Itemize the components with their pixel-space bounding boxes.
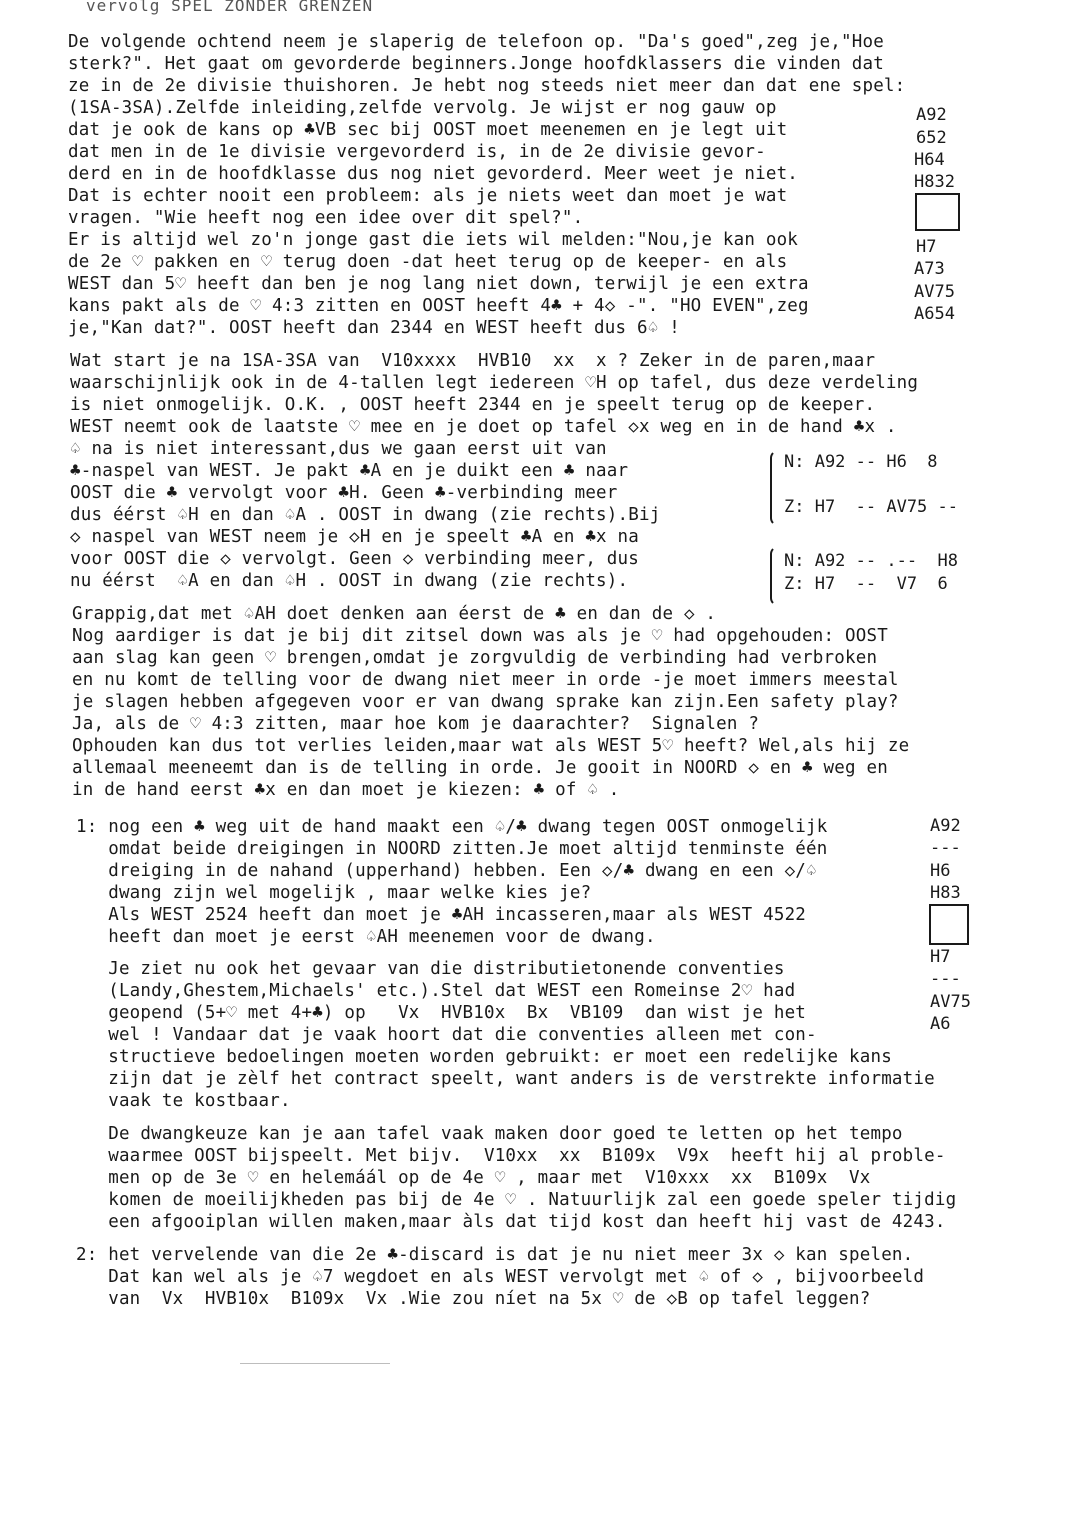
text-line: ze in de 2e divisie thuishoren. Je hebt nog steeds niet meer dan dat ene spel:	[68, 76, 906, 96]
text-line: 1: nog een ♣ weg uit de hand maakt een ♤/♣ dwang tegen OOST onmogelijk	[76, 817, 828, 837]
south-diamonds-2: AV75	[930, 992, 971, 1012]
text-line: ♤ na is niet interessant,dus we gaan eerst uit van	[70, 439, 607, 459]
text-line: Dat is echter nooit een probleem: als je niets weet dan moet je wat	[68, 186, 788, 206]
text-line: Wat start je na 1SA-3SA van V10xxxx HVB10 xx x ? Zeker in de paren,maar	[70, 351, 876, 371]
brace-2	[770, 546, 778, 606]
text-line: (Landy,Ghestem,Michaels' etc.).Stel dat WEST een Romeinse 2♡ had	[76, 981, 796, 1001]
text-line: vragen. "Wie heeft nog een idee over dit spel?".	[68, 208, 584, 228]
text-line: structieve bedoelingen moeten worden gebruikt: er moet een redelijke kans	[76, 1047, 892, 1067]
text-line: dreiging in de nahand (upperhand) hebben. Een ◇/♣ dwang en een ◇/♤	[76, 861, 817, 881]
ending-1-north: N: A92 -- H6 8	[784, 452, 938, 472]
text-line: Grappig,dat met ♤AH doet denken aan éerst de ♣ en dan de ◇ .	[72, 604, 717, 624]
text-line: OOST die ♣ vervolgt voor ♣H. Geen ♣-verbinding meer	[70, 483, 618, 503]
text-line: sterk?". Het gaat om gevorderde beginners.Jonge hoofdklassers die vinden dat	[68, 54, 884, 74]
ending-2-south: Z: H7 -- V7 6	[784, 574, 948, 594]
text-line: kans pakt als de ♡ 4:3 zitten en OOST heeft 4♣ + 4◇ -". "HO EVEN",zeg	[68, 296, 809, 316]
text-line: voor OOST die ◇ vervolgt. Geen ◇ verbinding meer, dus	[70, 549, 640, 569]
brace-1	[770, 450, 778, 526]
text-line: Ophouden kan dus tot verlies leiden,maar wat als WEST 5♡ heeft? Wel,als hij ze	[72, 736, 910, 756]
text-line: en nu komt de telling voor de dwang niet meer in orde -je moet immers meestal	[72, 670, 899, 690]
table-box-2	[929, 904, 969, 945]
text-line: dus éérst ♤H en dan ♤A . OOST in dwang (zie rechts).Bij	[70, 505, 661, 525]
south-clubs: A654	[914, 304, 955, 324]
south-hearts-2: ---	[930, 969, 961, 989]
text-line: wel ! Vandaar dat je vaak hoort dat die conventies alleen met con-	[76, 1025, 817, 1045]
text-line: Dat kan wel als je ♤7 wegdoet en als WEST vervolgt met ♤ of ◇ , bijvoorbeeld	[76, 1267, 925, 1287]
bottom-smudge	[240, 1363, 390, 1364]
text-line: je,"Kan dat?". OOST heeft dan 2344 en WEST heeft dus 6♤ !	[68, 318, 680, 338]
text-line: Als WEST 2524 heeft dan moet je ♣AH incasseren,maar als WEST 4522	[76, 905, 807, 925]
north-hearts-2: ---	[930, 838, 961, 858]
text-line: van Vx HVB10x B109x Vx .Wie zou níet na 5x ♡ de ◇B op tafel leggen?	[76, 1289, 871, 1309]
north-spades: A92	[916, 105, 947, 125]
text-line: Er is altijd wel zo'n jonge gast die iets wil melden:"Nou,je kan ook	[68, 230, 799, 250]
ending-1-south: Z: H7 -- AV75 --	[784, 497, 958, 517]
text-line: 2: het vervelende van die 2e ♣-discard is dat je nu niet meer 3x ◇ kan spelen.	[76, 1245, 914, 1265]
text-line: ◇ naspel van WEST neem je ◇H en je speelt ♣A en ♣x na	[70, 527, 640, 547]
text-line: nu éérst ♤A en dan ♤H . OOST in dwang (zie rechts).	[70, 571, 629, 591]
text-line: je slagen hebben afgegeven voor er van dwang sprake kan zijn.Een safety play?	[72, 692, 899, 712]
text-line: waarmee OOST bijspeelt. Met bijv. V10xx xx B109x V9x heeft hij al proble-	[76, 1146, 946, 1166]
text-line: derd en in de hoofdklasse dus nog niet gevorderd. Meer weet je niet.	[68, 164, 799, 184]
text-line: is niet onmogelijk. O.K. , OOST heeft 2344 en je speelt terug op de keeper.	[70, 395, 876, 415]
text-line: Nog aardiger is dat je bij dit zitsel down was als je ♡ had opgehouden: OOST	[72, 626, 888, 646]
north-clubs-2: H83	[930, 883, 961, 903]
text-line: dwang zijn wel mogelijk , maar welke kies je?	[76, 883, 592, 903]
table-box	[915, 193, 960, 231]
text-line: de 2e ♡ pakken en ♡ terug doen -dat heet terug op de keeper- en als	[68, 252, 788, 272]
text-line: men op de 3e ♡ en helemáál op de 4e ♡ , maar met V10xxx xx B109x Vx	[76, 1168, 871, 1188]
text-line: ♣-naspel van WEST. Je pakt ♣A en je duikt een ♣ naar	[70, 461, 629, 481]
text-line: De volgende ochtend neem je slaperig de telefoon op. "Da's goed",zeg je,"Hoe	[68, 32, 884, 52]
text-line: aan slag kan geen ♡ brengen,omdat je zorgvuldig de verbinding had verbroken	[72, 648, 878, 668]
text-line: een afgooiplan willen maken,maar àls dat tijd kost dan heeft hij vast de 4243.	[76, 1212, 946, 1232]
text-line: waarschijnlijk ook in de 4-tallen legt iedereen ♡H op tafel, dus deze verdeling	[70, 373, 919, 393]
north-spades-2: A92	[930, 816, 961, 836]
north-diamonds-2: H6	[930, 861, 951, 881]
south-diamonds: AV75	[914, 282, 955, 302]
south-spades: H7	[916, 237, 937, 257]
text-line: Ja, als de ♡ 4:3 zitten, maar hoe kom je daarachter? Signalen ?	[72, 714, 760, 734]
text-line: in de hand eerst ♣x en dan moet je kiezen: ♣ of ♤ .	[72, 780, 620, 800]
south-spades-2: H7	[930, 947, 951, 967]
text-line: De dwangkeuze kan je aan tafel vaak maken door goed te letten op het tempo	[76, 1124, 903, 1144]
text-line: heeft dan moet je eerst ♤AH meenemen voor de dwang.	[76, 927, 656, 947]
text-line: WEST neemt ook de laatste ♡ mee en je doet op tafel ◇x weg en in de hand ♣x .	[70, 417, 897, 437]
text-line: vaak te kostbaar.	[76, 1091, 291, 1111]
text-line: zijn dat je zèlf het contract speelt, want anders is de verstrekte informatie	[76, 1069, 935, 1089]
text-line: Je ziet nu ook het gevaar van die distributietonende conventies	[76, 959, 785, 979]
text-line: allemaal meeneemt dan is de telling in orde. Je gooit in NOORD ◇ en ♣ weg en	[72, 758, 888, 778]
ending-2-north: N: A92 -- .-- H8	[784, 551, 958, 571]
north-clubs: H832	[914, 172, 955, 192]
north-diamonds: H64	[914, 150, 945, 170]
south-hearts: A73	[914, 259, 945, 279]
page-header-cut: vervolg SPEL ZONDER GRENZEN	[86, 0, 374, 15]
text-line: omdat beide dreigingen in NOORD zitten.Je moet altijd tenminste één	[76, 839, 828, 859]
text-line: dat men in de 1e divisie vergevorderd is, in de 2e divisie gevor-	[68, 142, 766, 162]
text-line: geopend (5+♡ met 4+♣) op Vx HVB10x Bx VB109 dan wist je het	[76, 1003, 807, 1023]
north-hearts: 652	[916, 128, 947, 148]
text-line: (1SA-3SA).Zelfde inleiding,zelfde vervolg. Je wijst er nog gauw op	[68, 98, 777, 118]
text-line: WEST dan 5♡ heeft dan ben je nog lang niet down, terwijl je een extra	[68, 274, 809, 294]
text-line: dat je ook de kans op ♣VB sec bij OOST moet meenemen en je legt uit	[68, 120, 788, 140]
text-line: komen de moeilijkheden pas bij de 4e ♡ . Natuurlijk zal een goede speler tijdig	[76, 1190, 957, 1210]
south-clubs-2: A6	[930, 1014, 951, 1034]
